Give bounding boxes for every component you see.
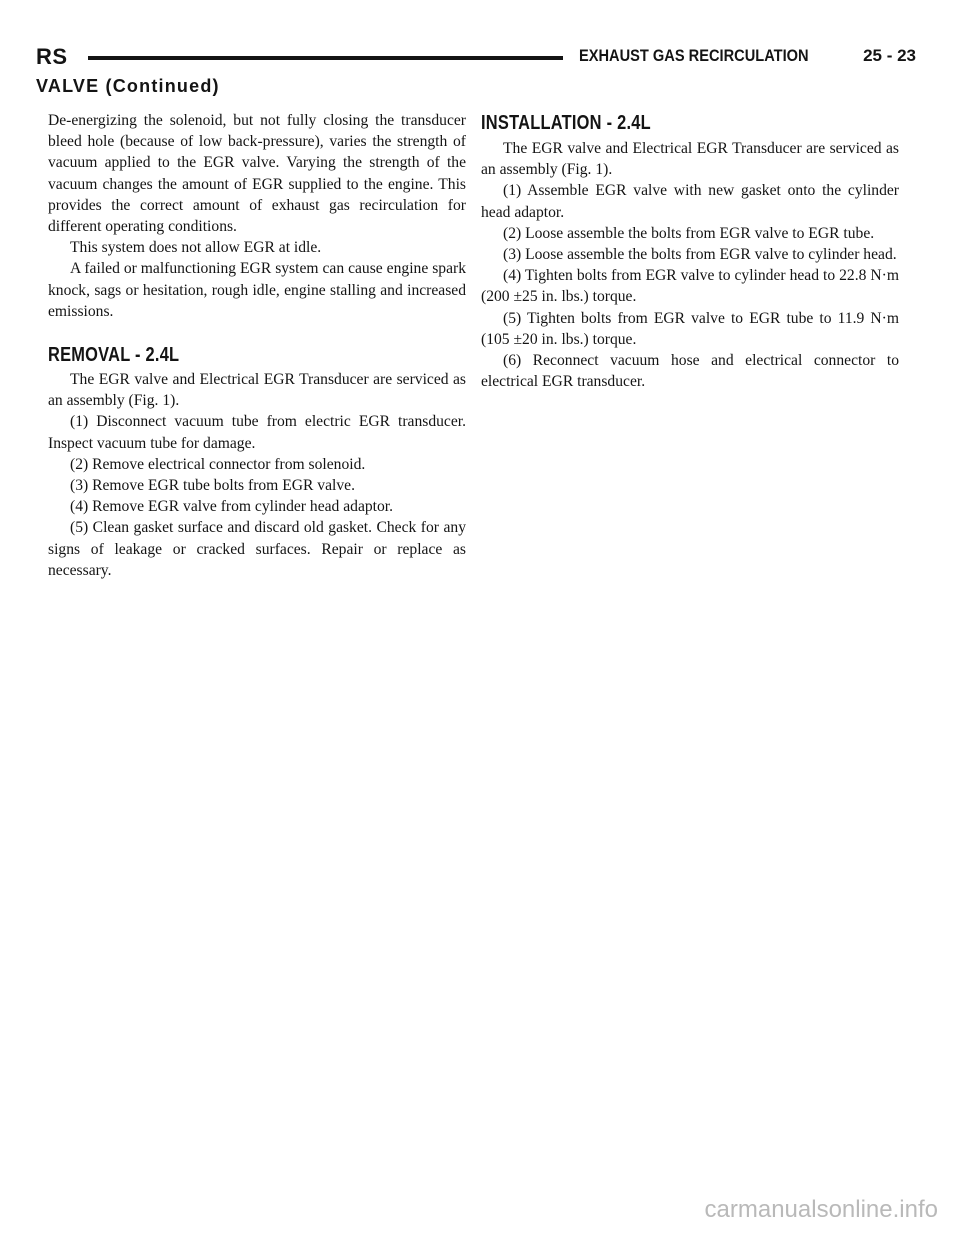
left-column xyxy=(48,110,466,581)
installation-step: (3) Loose assemble the bolts from EGR valve to cylinder head. xyxy=(503,246,897,264)
removal-step: (4) Remove EGR valve from cylinder head adaptor. xyxy=(70,498,394,516)
installation-step: (6) Reconnect vacuum hose and electrical connector to electrical EGR transducer. xyxy=(481,352,899,391)
paragraph: A failed or malfunctioning EGR system can cause engine spark knock, sags or hesitation, rough idle, engine stalling and increased emissions. xyxy=(48,260,466,320)
installation-step: The EGR valve and Electrical EGR Transducer are serviced as an assembly (Fig. 1). xyxy=(481,140,899,179)
installation-heading: INSTALLATION - 2.4L xyxy=(481,112,651,134)
page-number: 25 - 23 xyxy=(863,46,916,65)
paragraph: This system does not allow EGR at idle. xyxy=(70,239,322,257)
removal-step: (5) Clean gasket surface and discard old gasket. Check for any signs of leakage or cracked surfaces. Repair or replace as necessary. xyxy=(48,519,466,579)
removal-step: (3) Remove EGR tube bolts from EGR valve. xyxy=(70,477,355,495)
header-code: RS xyxy=(36,44,68,69)
installation-step: (2) Loose assemble the bolts from EGR valve to EGR tube. xyxy=(503,224,875,242)
header-rule xyxy=(88,56,563,60)
removal-step: The EGR valve and Electrical EGR Transducer are serviced as an assembly (Fig. 1). xyxy=(48,371,466,410)
paragraph: De-energizing the solenoid, but not fully closing the transducer bleed hole (because of low back-pressure), varies the strength of vacuum applied to the EGR valve. Varying the strength of the vacuum changes the amount of EGR supplied to the engine. This provides the correct amount of exhaust gas recirculation for different operating conditions. xyxy=(48,112,466,236)
installation-step: (4) Tighten bolts from EGR valve to cylinder head to 22.8 N·m (200 ±25 in. lbs.) torque. xyxy=(481,267,899,306)
installation-step: (5) Tighten bolts from EGR valve to EGR tube to 11.9 N·m (105 ±20 in. lbs.) torque. xyxy=(481,309,899,348)
continued-heading: VALVE (Continued) xyxy=(36,76,220,96)
page-header xyxy=(36,40,916,72)
removal-heading: REMOVAL - 2.4L xyxy=(48,344,180,367)
installation-step: (1) Assemble EGR valve with new gasket onto the cylinder head adaptor. xyxy=(481,182,899,221)
header-section-title: EXHAUST GAS RECIRCULATION xyxy=(579,46,809,65)
watermark: carmanualsonline.info xyxy=(704,1196,938,1223)
removal-step: (2) Remove electrical connector from solenoid. xyxy=(70,455,366,473)
removal-step: (1) Disconnect vacuum tube from electric EGR transducer. Inspect vacuum tube for damage. xyxy=(48,413,466,452)
right-column xyxy=(481,112,899,392)
